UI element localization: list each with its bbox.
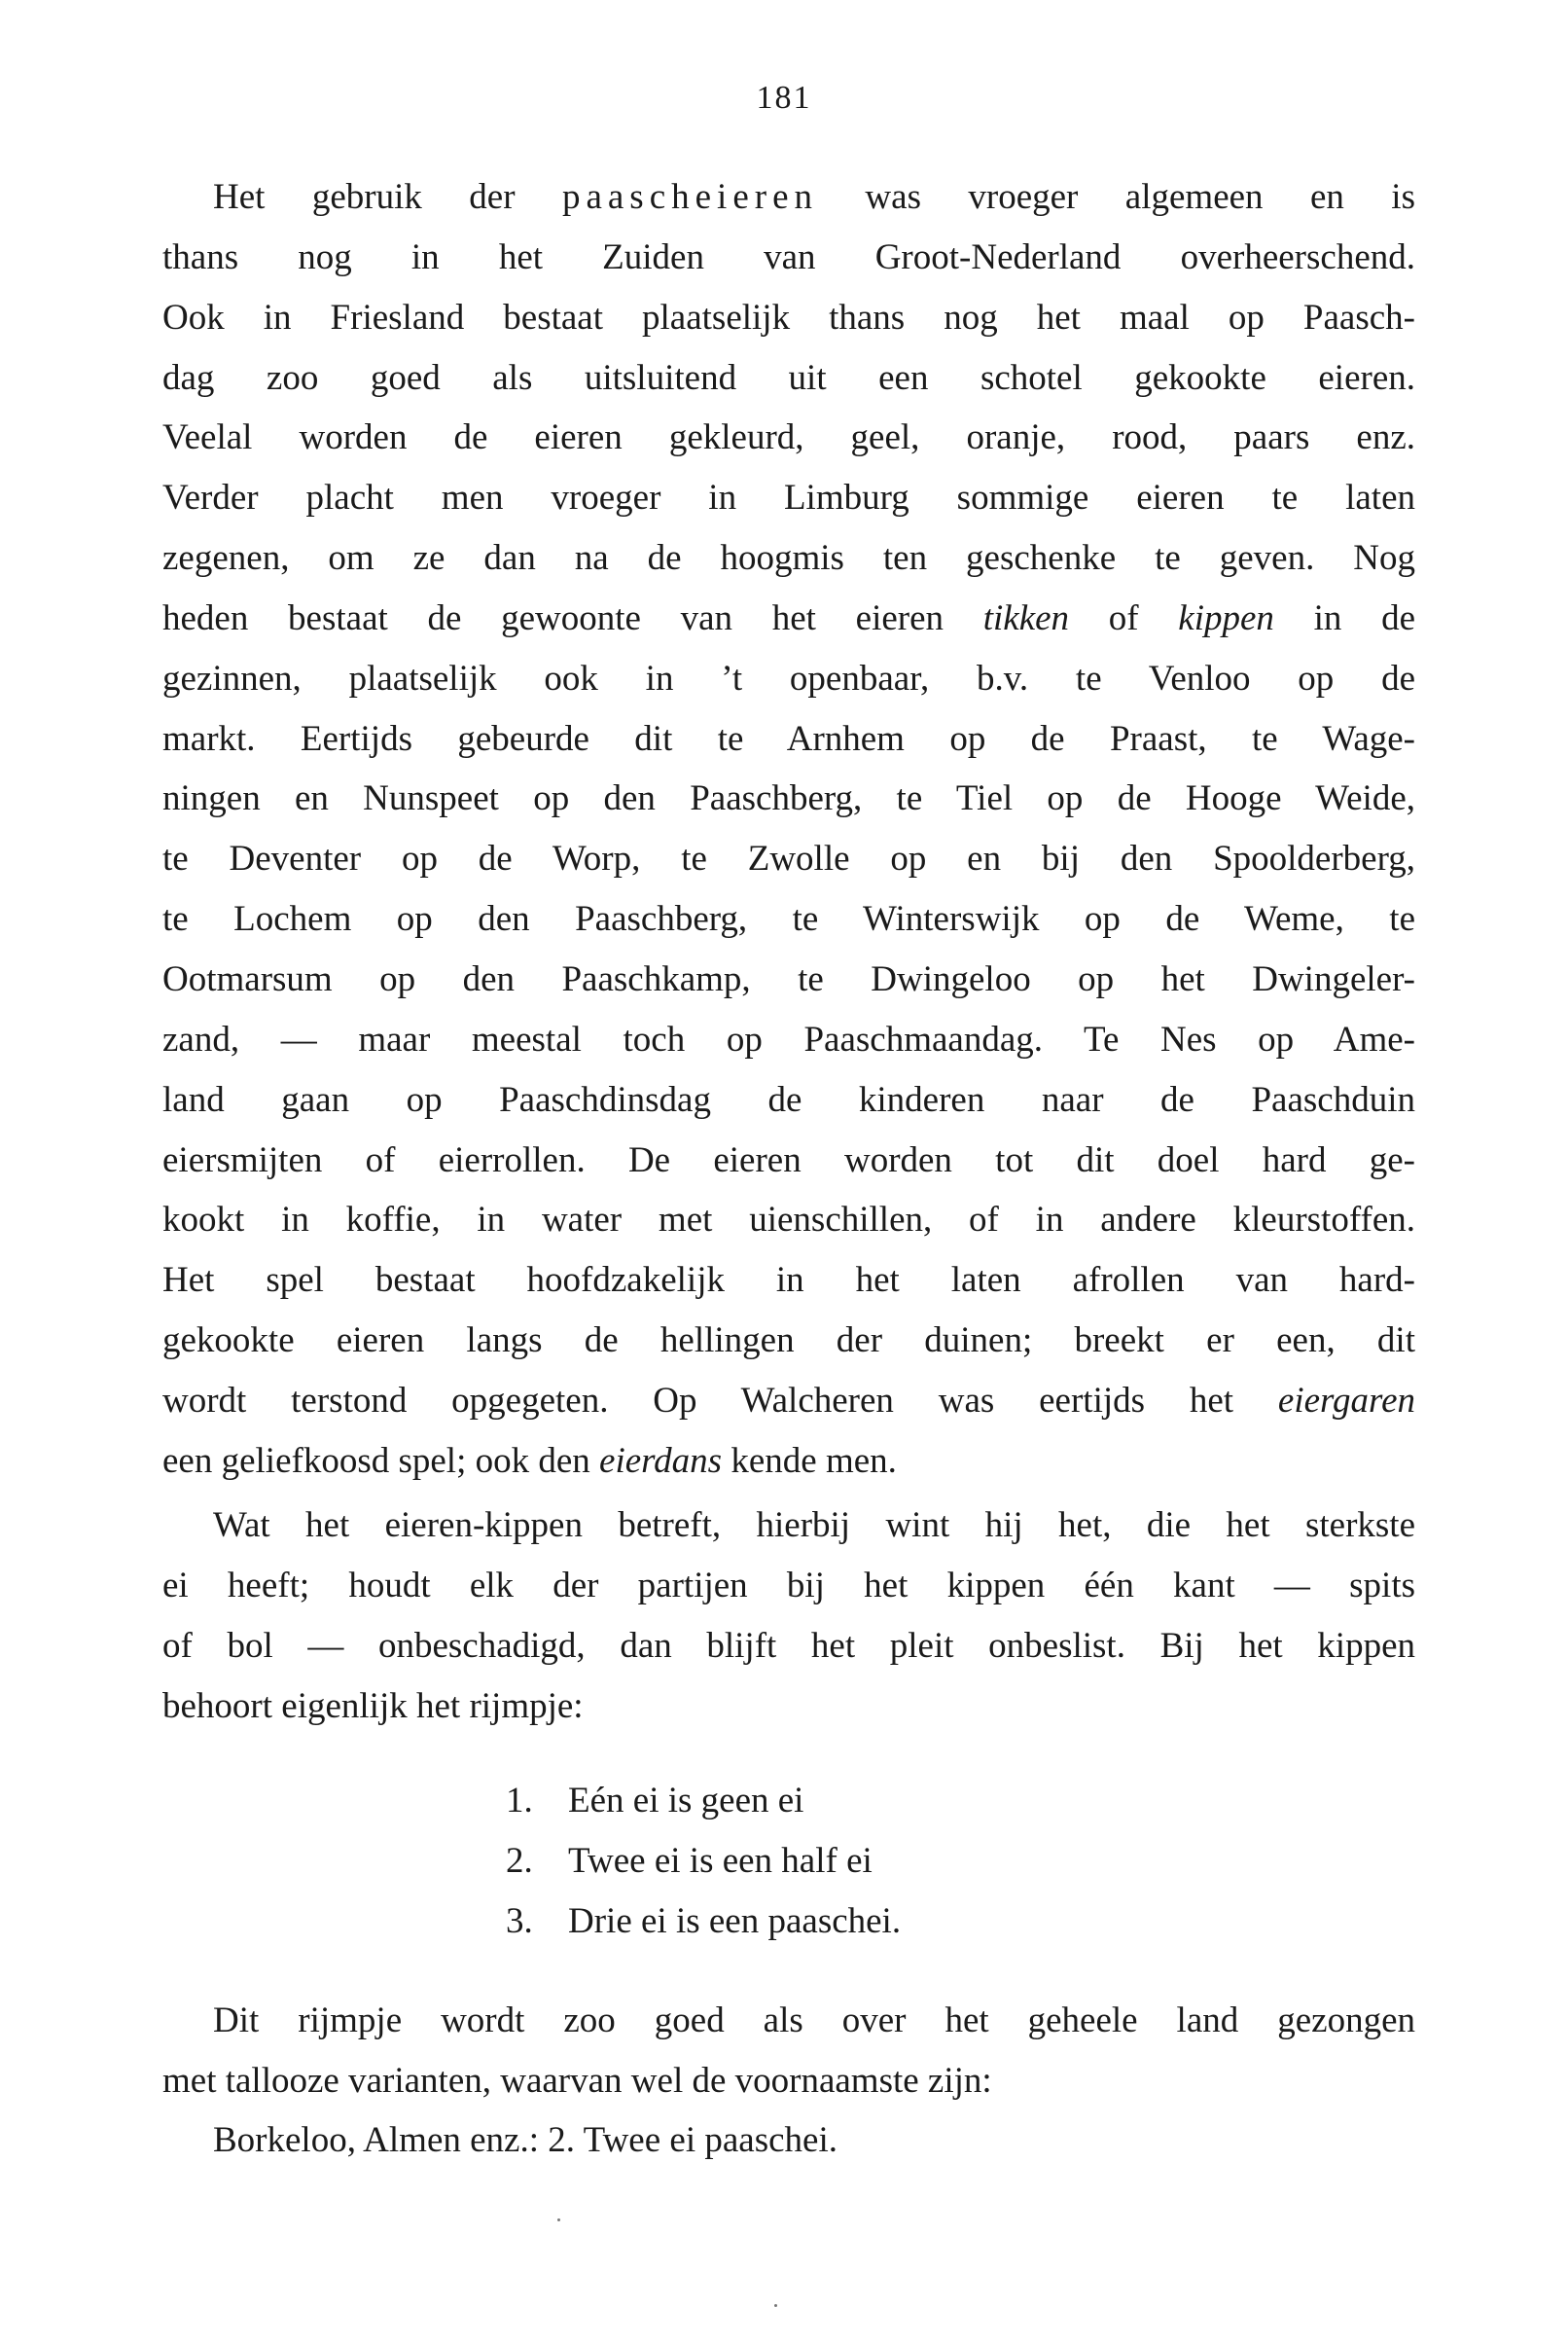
rhyme-text: Twee ei is een half ei xyxy=(568,1841,873,1881)
text-line: Wat het eieren-kippen betreft, hierbij wint hij het, die het sterkste xyxy=(213,1505,1415,1545)
emphasis-italic: eierdans xyxy=(599,1440,723,1481)
text-line: Ook in Friesland bestaat plaatselijk thans nog het maal op Paasch- xyxy=(162,297,1415,338)
scan-speck xyxy=(774,2304,777,2307)
emphasis-italic: kippen xyxy=(1178,597,1274,638)
text-line: te Deventer op de Worp, te Zwolle op en bij den Spoolderberg, xyxy=(162,839,1415,880)
text-line: Veelal worden de eieren gekleurd, geel, oranje, rood, paars enz. xyxy=(162,417,1415,458)
text-line: Borkeloo, Almen enz.: 2. Twee ei paaschei. xyxy=(213,2120,837,2160)
text-line: behoort eigenlijk het rijmpje: xyxy=(162,1686,584,1726)
text-line: te Lochem op den Paaschberg, te Winterswijk op de Weme, te xyxy=(162,899,1415,940)
text-line: Ootmarsum op den Paaschkamp, te Dwingeloo op het Dwingeler- xyxy=(162,958,1415,999)
rhyme-line xyxy=(506,1831,1089,1892)
text-line: of bol — onbeschadigd, dan blijft het pleit onbeslist. Bij het kippen xyxy=(162,1626,1415,1666)
paragraph-2 xyxy=(162,1496,1415,1737)
text-line: gezinnen, plaatselijk ook in ’t openbaar, b.v. te Venloo op de xyxy=(162,658,1415,699)
text-line: Dit rijmpje wordt zoo goed als over het geheele land gezongen xyxy=(213,2001,1415,2040)
emphasis-italic: eiergaren xyxy=(1277,1380,1415,1421)
rhyme-number: 2. xyxy=(506,1841,533,1881)
rhyme-line xyxy=(506,1892,1089,1952)
emphasis-spaced: paascheieren xyxy=(561,177,818,217)
text-line: zegenen, om ze dan na de hoogmis ten geschenke te geven. Nog xyxy=(162,538,1415,579)
text-line: ningen en Nunspeet op den Paaschberg, te Tiel op de Hooge Weide, xyxy=(162,778,1415,819)
text-line: ei heeft; houdt elk der partijen bij het kippen één kant — spits xyxy=(162,1566,1415,1605)
text-line: markt. Eertijds gebeurde dit te Arnhem op de Praast, te Wage- xyxy=(162,718,1415,759)
text-line: thans nog in het Zuiden van Groot-Nederland overheerschend. xyxy=(162,236,1415,277)
paragraph-3 xyxy=(162,1991,1415,2171)
rhyme-text: Eén ei is geen ei xyxy=(568,1781,804,1820)
text-line: land gaan op Paaschdinsdag de kinderen naar de Paaschduin xyxy=(162,1079,1415,1120)
text-line: gekookte eieren langs de hellingen der duinen; breekt er een, dit xyxy=(162,1320,1415,1361)
text-line: Verder placht men vroeger in Limburg sommige eieren te laten xyxy=(162,478,1415,519)
text-line: heden bestaat de gewoonte van het eieren tikken of kippen in de xyxy=(162,597,1415,638)
text-line: met tallooze varianten, waarvan wel de voornaamste zijn: xyxy=(162,2060,992,2101)
text-line: een geliefkoosd spel; ook den eierdans kende men. xyxy=(162,1440,897,1481)
text-line: dag zoo goed als uitsluitend uit een schotel gekookte eieren. xyxy=(162,357,1415,398)
paragraph-1 xyxy=(162,167,1415,1492)
page-number: 181 xyxy=(756,80,812,116)
rhyme-list xyxy=(506,1771,1089,1952)
text-line: zand, — maar meestal toch op Paaschmaandag. Te Nes op Ame- xyxy=(162,1019,1415,1060)
rhyme-line xyxy=(506,1771,1089,1831)
text-line: Het spel bestaat hoofdzakelijk in het laten afrollen van hard- xyxy=(162,1260,1415,1301)
rhyme-number: 1. xyxy=(506,1781,533,1820)
rhyme-number: 3. xyxy=(506,1901,533,1941)
text-line: wordt terstond opgegeten. Op Walcheren was eertijds het eiergaren xyxy=(162,1380,1415,1421)
emphasis-italic: tikken xyxy=(982,597,1070,638)
scan-speck xyxy=(557,2218,560,2221)
text-line: kookt in koffie, in water met uienschillen, of in andere kleurstoffen. xyxy=(162,1200,1415,1241)
text-line: Het gebruik der paascheieren was vroeger algemeen en is xyxy=(213,177,1415,217)
rhyme-text: Drie ei is een paaschei. xyxy=(568,1901,902,1941)
text-line: eiersmijten of eierrollen. De eieren worden tot dit doel hard ge- xyxy=(162,1139,1415,1180)
